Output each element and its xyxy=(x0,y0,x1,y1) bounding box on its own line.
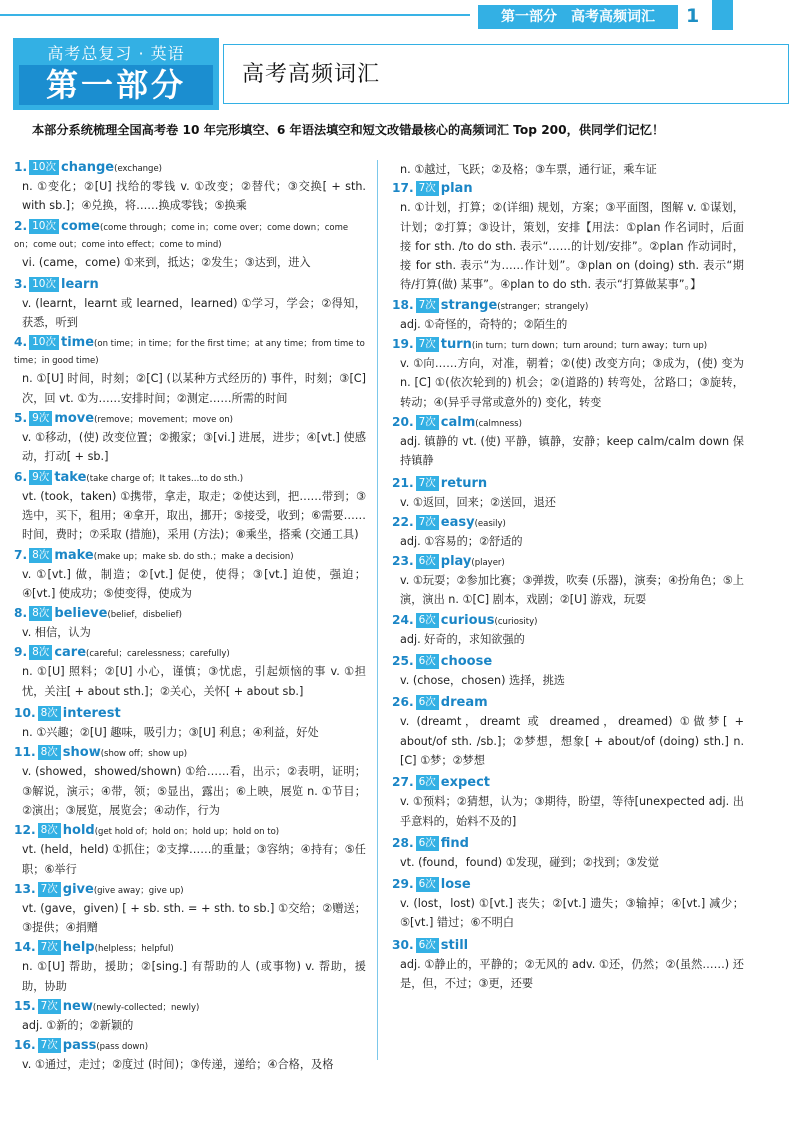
headword: play xyxy=(440,554,472,570)
entry-definition: v. (lost，lost) ①[vt.] 丧失；②[vt.] 遗失；③输掉；④[vt.] 减少；⑤[vt.] 错过；⑥不明白 xyxy=(400,897,744,930)
entry-definition: v. (learnt，learnt 或 learned，learned) ①学习，学会；②得知，获悉，听到 xyxy=(22,296,366,330)
entry-number: 7. xyxy=(14,547,28,562)
frequency-badge: 6次 xyxy=(416,836,439,851)
vocab-entry xyxy=(14,160,366,216)
entry-number: 8. xyxy=(14,606,28,621)
related-forms: (come through；come in；come over；come down；come on；come out；come into effect；come to mind) xyxy=(14,222,349,250)
entry-head xyxy=(14,882,366,899)
vocab-entry xyxy=(392,337,744,412)
top-rule xyxy=(0,14,470,16)
banner-left-box xyxy=(13,38,219,110)
vocab-entry xyxy=(392,773,744,831)
frequency-badge: 7次 xyxy=(416,515,439,530)
entry-definition: vt. (found，found) ①发现，碰到；②找到；③发觉 xyxy=(400,855,659,869)
vocab-entry xyxy=(392,875,744,933)
frequency-badge: 7次 xyxy=(38,882,61,897)
frequency-badge: 6次 xyxy=(416,554,439,569)
headword: move xyxy=(54,411,95,427)
entry-head xyxy=(392,834,744,853)
entry-number: 9. xyxy=(14,645,28,660)
left-column xyxy=(14,160,366,1078)
headword: find xyxy=(440,835,469,851)
related-forms: (on time；in time；for the first time；at any time；from time to time；in good time) xyxy=(14,339,365,367)
entry-definition: n. ①[U] 帮助，援助；②[sing.] 有帮助的人 (或事物) v. 帮助，援助，协助 xyxy=(22,960,366,993)
section-tab: 第一部分 高考高频词汇 xyxy=(478,5,678,29)
headword: hold xyxy=(62,823,95,839)
headword: help xyxy=(62,940,95,956)
vocab-entry xyxy=(392,834,744,872)
headword: easy xyxy=(440,514,475,530)
entry-definition: v. (dreamt，dreamt 或 dreamed，dreamed) ①做梦[ + about/of sth. /sb.]；②梦想，想象[ + about/of (doing) sth.] n. [C] ①梦；②梦想 xyxy=(400,715,744,767)
headword: pass xyxy=(62,1038,97,1054)
related-forms: (easily) xyxy=(474,518,506,529)
entry-number: 3. xyxy=(14,276,28,291)
entry-definition: vt. (held，held) ①抓住；②支撑……的重量；③容纳；④持有；⑤任职；⑥举行 xyxy=(22,843,366,876)
vocab-entry xyxy=(14,823,366,879)
entry-head xyxy=(14,335,366,369)
entry-definition: vt. (gave，given) [ + sb. sth. = + sth. to sb.] ①交给；②赠送；③提供；④捐赠 xyxy=(22,901,366,935)
headword: learn xyxy=(61,276,99,292)
entry-definition: n. ①兴趣；②[U] 趣味，吸引力；③[U] 利息；④利益，好处 xyxy=(22,726,319,740)
entry-number: 27. xyxy=(392,775,414,790)
headword: plan xyxy=(440,181,473,197)
entry-definition: v. ①通过，走过；②度过 (时间)；③传递，递给；④合格，及格 xyxy=(22,1058,334,1072)
entry-head xyxy=(14,999,366,1016)
frequency-badge: 9次 xyxy=(29,470,52,485)
frequency-badge: 6次 xyxy=(416,938,439,953)
headword: make xyxy=(54,547,94,563)
frequency-badge: 8次 xyxy=(29,606,52,621)
headword: dream xyxy=(440,695,488,711)
entry-definition: adj. ①奇怪的，奇特的；②陌生的 xyxy=(400,317,568,331)
entry-number: 16. xyxy=(14,1038,36,1053)
entry-definition: adj. ①新的；②新颖的 xyxy=(22,1019,134,1033)
entry-head xyxy=(392,337,744,354)
headword: lose xyxy=(440,877,471,893)
frequency-badge: 10次 xyxy=(29,277,59,292)
frequency-badge: 7次 xyxy=(416,415,439,430)
entry-number: 4. xyxy=(14,335,28,350)
entry-definition: v. ①玩耍；②参加比赛；③弹拨，吹奏 (乐器)，演奏；④扮角色；⑤上演，演出 n. ①[C] 剧本，戏剧；②[U] 游戏，玩耍 xyxy=(400,574,744,607)
entry-head xyxy=(14,823,366,840)
frequency-badge: 8次 xyxy=(38,745,61,760)
entry-definition: adj. ①静止的，平静的；②无风的 adv. ①还，仍然；②(虽然……) 还是，但，不过；③更，还要 xyxy=(400,957,744,991)
frequency-badge: 8次 xyxy=(29,645,52,660)
related-forms: (calmness) xyxy=(475,418,522,429)
headword: new xyxy=(62,999,93,1015)
headword: turn xyxy=(440,337,472,353)
related-forms: (pass down) xyxy=(96,1042,149,1053)
headword: give xyxy=(62,881,94,897)
related-forms: (stranger；strangely) xyxy=(497,301,589,312)
frequency-badge: 6次 xyxy=(416,695,439,710)
vocab-entry xyxy=(14,999,366,1035)
frequency-badge: 7次 xyxy=(38,1038,61,1053)
frequency-badge: 7次 xyxy=(416,298,439,313)
entry-number: 12. xyxy=(14,823,36,838)
headword: still xyxy=(440,937,469,953)
related-forms: (player) xyxy=(471,558,505,569)
entry-definition: vi. (came，come) ①来到，抵达；②发生；③达到，进入 xyxy=(22,255,311,269)
entry-number: 28. xyxy=(392,835,414,850)
frequency-badge: 10次 xyxy=(29,335,59,350)
frequency-badge: 6次 xyxy=(416,613,439,628)
entry-head xyxy=(14,470,366,487)
entry-number: 21. xyxy=(392,475,414,490)
entry-head xyxy=(14,411,366,428)
related-forms: (exchange) xyxy=(114,164,162,174)
vocab-entry xyxy=(392,415,744,471)
entry-number: 15. xyxy=(14,999,36,1014)
entry-head xyxy=(392,773,744,792)
entry-number: 18. xyxy=(392,297,414,312)
related-forms: (make up；make sb. do sth.；make a decision) xyxy=(93,551,294,562)
vocab-entry xyxy=(392,515,744,551)
entry-head xyxy=(14,745,366,762)
entry-definition: v. 相信，认为 xyxy=(22,626,91,640)
headword: curious xyxy=(440,612,495,628)
entry-head xyxy=(392,179,744,198)
entry-definition: n. ①[U] 时间，时刻；②[C] (以某种方式经历的) 事件，时刻；③[C] 次，回 vt. ①为……安排时间；②测定……所需的时间 xyxy=(22,372,366,405)
headword: care xyxy=(54,645,87,661)
headword: expect xyxy=(440,775,491,791)
related-forms: (helpless；helpful) xyxy=(94,944,174,955)
frequency-badge: 6次 xyxy=(416,877,439,892)
frequency-badge: 7次 xyxy=(416,476,439,491)
headword: return xyxy=(440,475,488,491)
entry-definition: n. ①变化；②[U] 找给的零钱 v. ①改变；②替代；③交换[ + sth. with sb.]；④兑换，将……换成零钱；⑤换乘 xyxy=(22,180,366,213)
part-title: 第一部分 xyxy=(19,65,213,105)
related-forms: (careful；carelessness；carefully) xyxy=(86,649,230,660)
entry-definition: v. (chose，chosen) 选择，挑选 xyxy=(400,674,565,688)
entry-number: 5. xyxy=(14,411,28,426)
entry-definition: n. ①[U] 照料；②[U] 小心，谨慎；③忧虑，引起烦恼的事 v. ①担忧，关注[ + about sth.]；②关心，关怀[ + about sb.] xyxy=(22,665,366,698)
entry-head xyxy=(14,606,366,623)
related-forms: (get hold of；hold on；hold up；hold on to) xyxy=(94,827,280,838)
entry-head xyxy=(392,693,744,712)
headword: take xyxy=(54,469,87,485)
related-forms: (show off；show up) xyxy=(100,749,188,760)
related-forms: (newly-collected；newly) xyxy=(92,1003,200,1014)
related-forms: (remove；movement；move on) xyxy=(94,415,234,426)
entry-definition: adj. 镇静的 vt. (使) 平静，镇静，安静；keep calm/calm down 保持镇静 xyxy=(400,434,744,468)
entry-head xyxy=(392,298,744,315)
entry-number: 13. xyxy=(14,881,36,896)
entry-number: 22. xyxy=(392,514,414,529)
banner-right-box xyxy=(223,44,789,104)
page-number: 1 xyxy=(686,5,700,27)
top-bar xyxy=(0,0,800,30)
vocab-entry xyxy=(14,411,366,467)
vocab-entry xyxy=(392,554,744,610)
entry-head xyxy=(14,1038,366,1055)
vocab-entry xyxy=(14,335,366,408)
entry-head xyxy=(392,652,744,671)
entry-number: 29. xyxy=(392,877,414,892)
entry-definition: vt. (took，taken) ①携带，拿走，取走；②使达到，把……带到；③选中，买下，租用；④拿开，取出，挪开；⑤接受，收到；⑥需要……时间，费时；⑦采取 (措施)，采用 (方法)；⑧乘坐，搭乘 (交通工具) xyxy=(22,489,366,542)
vocab-entry xyxy=(14,219,366,272)
entry-number: 14. xyxy=(14,940,36,955)
intro-text: 本部分系统梳理全国高考卷 10 年完形填空、6 年语法填空和短文改错最核心的高频词汇 Top 200，供同学们记忆！ xyxy=(32,123,665,137)
vocab-entry xyxy=(14,882,366,938)
entry-number: 26. xyxy=(392,695,414,710)
vocab-entry xyxy=(14,548,366,604)
entry-head xyxy=(392,613,744,630)
vocab-entry xyxy=(14,275,366,333)
related-forms: (belief，disbelief) xyxy=(107,610,182,621)
entry-head xyxy=(14,704,366,723)
chapter-banner xyxy=(13,38,789,110)
frequency-badge: 7次 xyxy=(38,940,61,955)
frequency-badge: 7次 xyxy=(416,337,439,352)
entry-number: 25. xyxy=(392,654,414,669)
vocab-entry xyxy=(14,645,366,701)
entry-definition: v. ①[vt.] 做，制造；②[vt.] 促使，使得；③[vt.] 迫使，强迫；④[vt.] 使成功；⑤使变得，使成为 xyxy=(22,567,366,600)
headword: change xyxy=(61,160,115,175)
continued-definition: n. ①越过，飞跃；②及格；③车票，通行证，乘车证 xyxy=(400,163,657,176)
column-divider xyxy=(377,160,378,1060)
entry-head xyxy=(392,515,744,532)
headword: calm xyxy=(440,414,476,430)
frequency-badge: 7次 xyxy=(38,999,61,1014)
corner-block xyxy=(712,0,733,30)
vocab-entry xyxy=(14,745,366,820)
vocab-entry xyxy=(14,704,366,742)
frequency-badge: 10次 xyxy=(29,219,59,234)
vocab-entry xyxy=(14,940,366,996)
entry-head xyxy=(392,474,744,493)
headword: believe xyxy=(54,606,108,622)
headword: choose xyxy=(440,654,493,670)
frequency-badge: 6次 xyxy=(416,775,439,790)
entry-number: 19. xyxy=(392,337,414,352)
vocab-entry xyxy=(392,613,744,649)
vocab-entry xyxy=(392,652,744,690)
entry-number: 17. xyxy=(392,181,414,196)
entry-head xyxy=(392,554,744,571)
frequency-badge: 8次 xyxy=(38,823,61,838)
entry-number: 6. xyxy=(14,469,28,484)
entry-head xyxy=(14,940,366,957)
entry-head xyxy=(392,875,744,894)
entry-number: 23. xyxy=(392,554,414,569)
frequency-badge: 7次 xyxy=(416,181,439,196)
vocab-entry xyxy=(392,474,744,512)
vocab-entry xyxy=(14,606,366,642)
entry-definition: adj. 好奇的，求知欲强的 xyxy=(400,632,525,646)
headword: time xyxy=(61,335,95,351)
entry-number: 20. xyxy=(392,414,414,429)
frequency-badge: 8次 xyxy=(29,548,52,563)
frequency-badge: 9次 xyxy=(29,411,52,426)
entry-number: 10. xyxy=(14,706,36,721)
entry-head xyxy=(392,415,744,432)
chapter-title: 高考高频词汇 xyxy=(242,62,381,87)
entry-definition: v. (showed，showed/shown) ①给……看，出示；②表明，证明；③解说，演示；④带，领；⑤显出，露出；⑥上映，展览 n. ①节目；②演出；③展览，展览会；④动作，行为 xyxy=(22,765,366,817)
entry-number: 24. xyxy=(392,612,414,627)
entry-head xyxy=(392,936,744,955)
vocab-entry xyxy=(14,470,366,545)
entry-number: 30. xyxy=(392,937,414,952)
related-forms: (curiosity) xyxy=(494,616,538,627)
entry-definition: v. ①返回，回来；②送回，退还 xyxy=(400,495,556,509)
entry-head xyxy=(14,275,366,294)
series-title: 高考总复习 · 英语 xyxy=(47,44,185,63)
vocab-entry xyxy=(392,693,744,770)
related-forms: (in turn；turn down；turn around；turn away；turn up) xyxy=(471,341,708,352)
entry-number: 11. xyxy=(14,745,36,760)
entry-number: 2. xyxy=(14,218,28,233)
entry-head xyxy=(14,645,366,662)
entry-definition: v. ①预料；②猜想，认为；③期待，盼望，等待[unexpected adj. 出乎意料的，始料不及的] xyxy=(400,795,744,828)
entry-definition: n. ①计划，打算；②(详细) 规划，方案；③平面图，图解 v. ①谋划，计划；②打算；③设计，策划，安排【用法：①plan 作名词时，后面接 for sth. /to do sth. 表示“……的计划/安排”。②plan 作动词时，接 for sth. 表示“为……作计划”。③plan on (doing) sth. 表示“期待/打算(做) 某事”。④plan to do sth. 表示“打算做某事”。】 xyxy=(400,201,744,292)
headword: strange xyxy=(440,297,498,313)
entry-head xyxy=(14,548,366,565)
frequency-badge: 8次 xyxy=(38,706,61,721)
entry-number: 1. xyxy=(14,160,28,174)
right-column xyxy=(392,160,744,996)
entry-head xyxy=(14,160,366,177)
entry-definition: v. ①移动，(使) 改变位置；②搬家；③[vi.] 进展，进步；④[vt.] 使感动，打动[ + sb.] xyxy=(22,431,366,464)
vocab-entry xyxy=(392,179,744,294)
entry-definition: v. ①向……方向，对准，朝着；②(使) 改变方向；③成为，(使) 变为 n. [C] ①(依次轮到的) 机会；②(道路的) 转弯处，岔路口；③旋转，转动；④(异乎寻常或意外的) 变化，转变 xyxy=(400,357,744,409)
vocab-entry xyxy=(392,936,744,994)
vocab-entry xyxy=(14,1038,366,1074)
frequency-badge: 6次 xyxy=(416,654,439,669)
related-forms: (take charge of；It takes…to do sth.) xyxy=(86,473,244,484)
related-forms: (give away；give up) xyxy=(93,885,184,896)
headword: come xyxy=(61,218,100,234)
frequency-badge: 10次 xyxy=(29,160,59,175)
vocab-entry xyxy=(392,298,744,334)
entry-head xyxy=(14,219,366,253)
headword: show xyxy=(62,745,101,761)
entry-definition: adj. ①容易的；②舒适的 xyxy=(400,534,523,548)
headword: interest xyxy=(62,706,121,722)
